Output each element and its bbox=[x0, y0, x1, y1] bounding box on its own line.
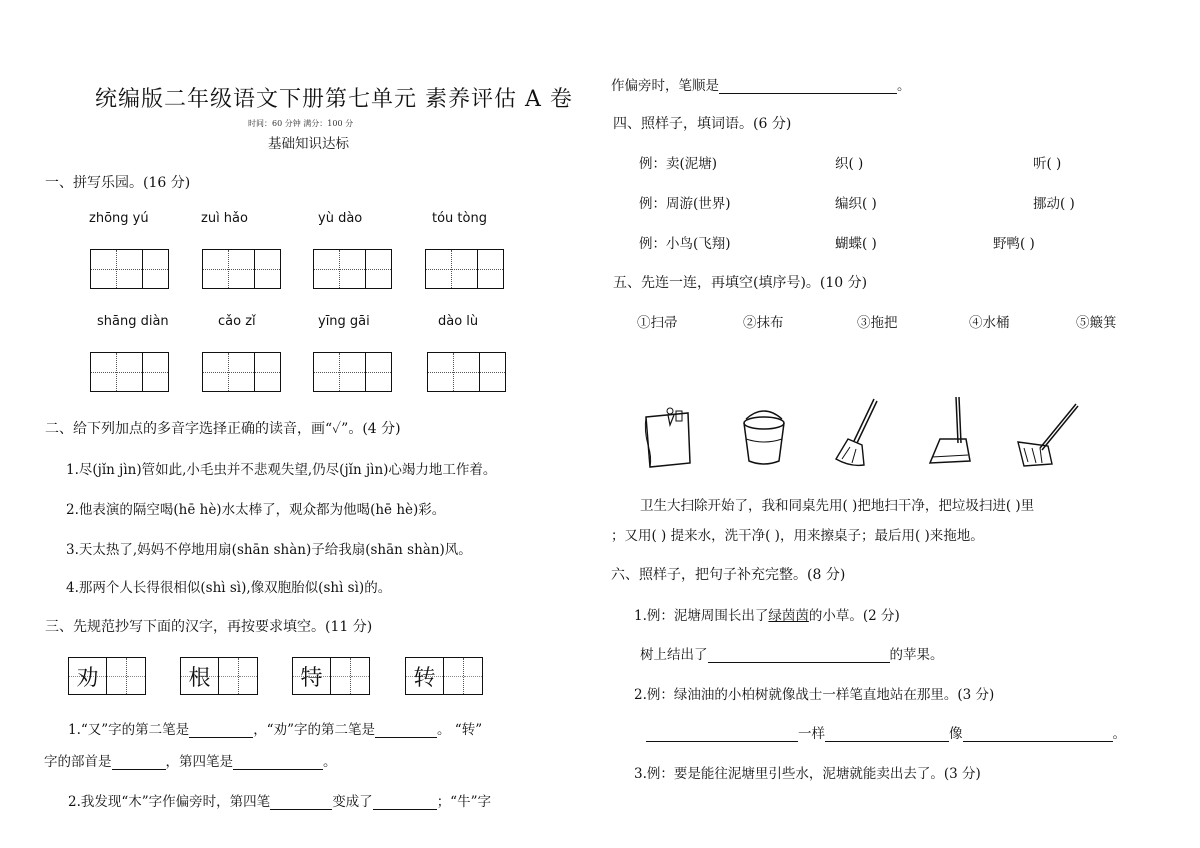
tool-label[interactable]: ③拖把 bbox=[857, 315, 898, 331]
question-item: 4.那两个人长得很相似(shì sì),像双胞胎似(shì sì)的。 bbox=[66, 580, 392, 596]
example-sentence: 3.例：要是能往泥塘里引些水，泥塘就能卖出去了。(3 分) bbox=[634, 766, 981, 782]
answer-blank[interactable] bbox=[963, 727, 1113, 742]
answer-blank[interactable] bbox=[708, 648, 890, 663]
word-blank[interactable]: 野鸭( ) bbox=[993, 236, 1035, 252]
fill-question bbox=[68, 790, 491, 810]
section-4-heading: 四、照样子，填词语。(6 分) bbox=[613, 116, 792, 132]
word-example: 例：卖(泥塘) bbox=[639, 156, 718, 172]
question-text: ，第四笔是 bbox=[165, 754, 233, 770]
question-text: 变成了 bbox=[332, 794, 373, 810]
question-text: 。 bbox=[1112, 726, 1126, 742]
pinyin-item: yīng gāi bbox=[318, 314, 370, 329]
copy-char-grid[interactable] bbox=[292, 657, 370, 695]
copy-char-grid[interactable] bbox=[68, 657, 146, 695]
mop-icon[interactable] bbox=[1014, 400, 1080, 470]
answer-blank[interactable] bbox=[719, 79, 897, 94]
pinyin-item: tóu tòng bbox=[432, 211, 487, 226]
answer-line bbox=[646, 722, 1126, 742]
bucket-icon[interactable] bbox=[740, 405, 788, 467]
answer-blank[interactable] bbox=[825, 727, 949, 742]
word-example: 例：小鸟(飞翔) bbox=[639, 236, 731, 252]
broom-icon[interactable] bbox=[830, 397, 880, 469]
word-blank[interactable]: 听( ) bbox=[1033, 156, 1062, 172]
word-blank[interactable]: 织( ) bbox=[835, 156, 864, 172]
question-text: 2.我发现“木”字作偏旁时，第四笔 bbox=[68, 794, 271, 810]
question-text: 作偏旁时，笔顺是 bbox=[611, 78, 719, 94]
fill-question bbox=[44, 750, 337, 770]
answer-blank[interactable] bbox=[646, 727, 798, 742]
section-5-heading: 五、先连一连，再填空(填序号)。(10 分) bbox=[613, 275, 868, 291]
question-text: 。 “转” bbox=[437, 722, 483, 738]
dustpan-icon[interactable] bbox=[926, 393, 972, 469]
tool-label[interactable]: ①扫帚 bbox=[637, 315, 678, 331]
writing-grid[interactable] bbox=[202, 249, 281, 289]
answer-blank[interactable] bbox=[270, 795, 332, 810]
tool-label[interactable]: ②抹布 bbox=[743, 315, 784, 331]
writing-grid[interactable] bbox=[425, 249, 504, 289]
word-example: 例：周游(世界) bbox=[639, 196, 731, 212]
answer-blank[interactable] bbox=[233, 755, 323, 770]
pinyin-item: zhōng yú bbox=[89, 211, 149, 226]
answer-blank[interactable] bbox=[373, 795, 437, 810]
question-text: 1.例：泥塘周围长出了 bbox=[634, 608, 769, 624]
question-item: 3.天太热了,妈妈不停地用扇(shān shàn)子给我扇(shān shàn)风。 bbox=[66, 542, 472, 558]
question-text: 。 bbox=[323, 754, 337, 770]
question-text: 像 bbox=[949, 726, 963, 742]
question-text: ，“劝”字的第二笔是 bbox=[253, 722, 375, 738]
question-text: 一样 bbox=[798, 726, 825, 742]
question-text: ；“牛”字 bbox=[436, 794, 491, 810]
copy-char-grid[interactable] bbox=[405, 657, 483, 695]
question-item: 2.他表演的隔空喝(hē hè)水太棒了，观众都为他喝(hē hè)彩。 bbox=[66, 502, 446, 518]
question-text: 的小草。(2 分) bbox=[808, 608, 900, 624]
section-1-heading: 一、拼写乐园。(16 分) bbox=[45, 175, 191, 191]
writing-grid[interactable] bbox=[313, 249, 392, 289]
pinyin-item: shāng diàn bbox=[97, 314, 169, 329]
pinyin-item: zuì hǎo bbox=[201, 211, 248, 226]
page-title: 统编版二年级语文下册第七单元 素养评估 A 卷 bbox=[95, 87, 573, 112]
key-word: 绿茵茵 bbox=[768, 608, 809, 624]
tool-label[interactable]: ⑤簸箕 bbox=[1076, 315, 1117, 331]
question-text: 1.“又”字的第二笔是 bbox=[68, 722, 190, 738]
pinyin-item: yù dào bbox=[318, 211, 363, 226]
writing-grid[interactable] bbox=[90, 249, 169, 289]
model-char: 特 bbox=[300, 665, 323, 691]
question-text: 的苹果。 bbox=[889, 647, 944, 663]
continued-question bbox=[611, 74, 911, 94]
model-char: 劝 bbox=[76, 665, 99, 691]
model-char: 根 bbox=[188, 665, 211, 691]
section-2-heading: 二、给下列加点的多音字选择正确的读音，画“✓”。(4 分) bbox=[45, 421, 401, 437]
question-text: 字的部首是 bbox=[44, 754, 112, 770]
example-sentence bbox=[634, 604, 900, 624]
example-sentence: 2.例：绿油油的小柏树就像战士一样笔直地站在那里。(3 分) bbox=[634, 687, 995, 703]
answer-blank[interactable] bbox=[112, 755, 166, 770]
fill-question bbox=[68, 718, 482, 738]
writing-grid[interactable] bbox=[90, 352, 169, 392]
pinyin-item: dào lù bbox=[438, 314, 479, 329]
answer-blank[interactable] bbox=[189, 723, 253, 738]
question-text: 。 bbox=[897, 78, 911, 94]
fill-sentence: ；又用( ) 提来水，洗干净( )，用来擦桌子；最后用( )来拖地。 bbox=[611, 528, 984, 544]
pinyin-item: cǎo zǐ bbox=[218, 314, 256, 329]
question-text: 树上结出了 bbox=[640, 647, 708, 663]
section-3-heading: 三、先规范抄写下面的汉字，再按要求填空。(11 分) bbox=[45, 619, 373, 635]
fill-sentence: 卫生大扫除开始了，我和同桌先用( )把地扫干净，把垃圾扫进( )里 bbox=[640, 498, 1035, 514]
tool-label[interactable]: ④水桶 bbox=[969, 315, 1010, 331]
word-blank[interactable]: 编织( ) bbox=[835, 196, 877, 212]
question-item: 1.尽(jǐn jìn)管如此,小毛虫并不悲观失望,仍尽(jǐn jìn)心竭力地工作着。 bbox=[66, 462, 497, 478]
writing-grid[interactable] bbox=[313, 352, 392, 392]
section-subtitle: 基础知识达标 bbox=[268, 136, 349, 152]
word-blank[interactable]: 挪动( ) bbox=[1033, 196, 1075, 212]
answer-line bbox=[640, 643, 944, 663]
writing-grid[interactable] bbox=[427, 352, 506, 392]
model-char: 转 bbox=[413, 665, 436, 691]
section-6-heading: 六、照样子，把句子补充完整。(8 分) bbox=[611, 567, 846, 583]
answer-blank[interactable] bbox=[375, 723, 437, 738]
exam-meta: 时间：60 分钟 满分：100 分 bbox=[248, 119, 354, 128]
cloth-icon[interactable] bbox=[640, 405, 696, 471]
copy-char-grid[interactable] bbox=[180, 657, 258, 695]
writing-grid[interactable] bbox=[202, 352, 281, 392]
word-blank[interactable]: 蝴蝶( ) bbox=[835, 236, 877, 252]
